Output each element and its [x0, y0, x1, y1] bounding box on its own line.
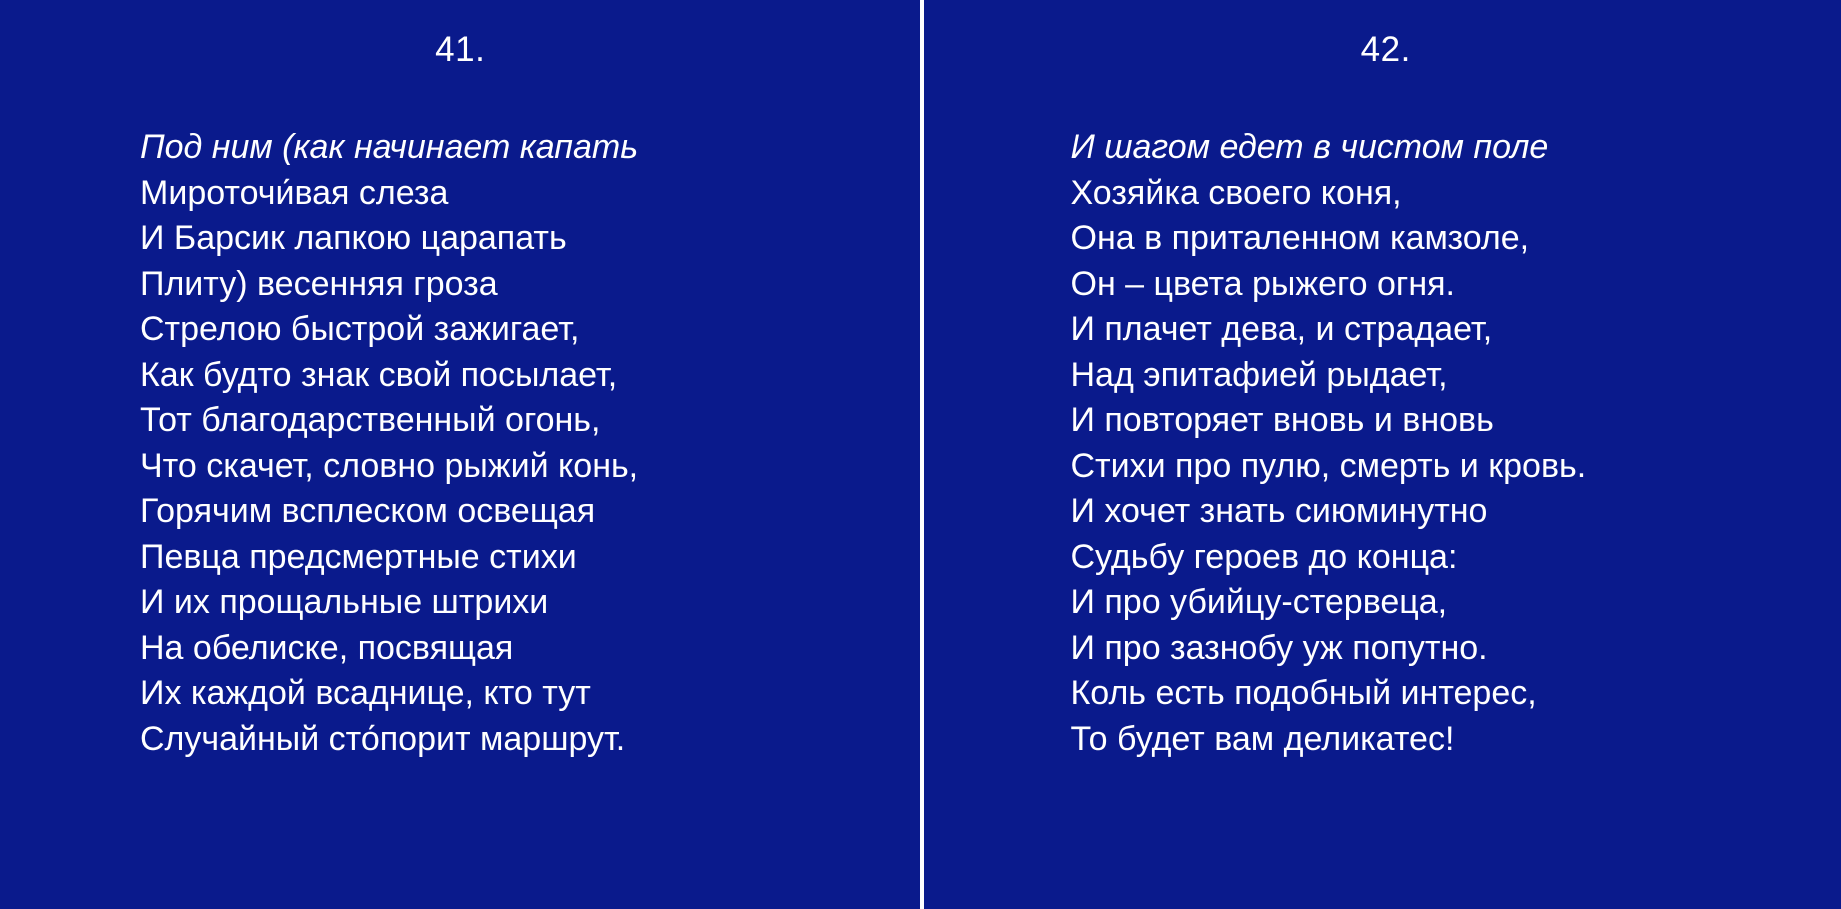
poem-line: Стрелою быстрой зажигает,	[140, 310, 580, 348]
poem-line: Плиту) весенняя гроза	[140, 264, 498, 303]
poem-line: Что скачет, словно рыжий конь,	[140, 446, 639, 485]
poem-line: Коль есть подобный интерес,	[1070, 674, 1537, 712]
poem-line: Судьбу героев до конца:	[1070, 537, 1458, 576]
stanza-number-41: 41.	[435, 30, 486, 69]
poem-line: Стихи про пулю, смерть и кровь.	[1070, 446, 1587, 485]
poem-line: Мироточи́вая слеза	[140, 173, 449, 212]
poem-line: И про убийцу-стервеца,	[1070, 583, 1448, 621]
stanza-lines-42	[1071, 125, 1802, 762]
poem-line: И про зазнобу уж попутно.	[1070, 628, 1488, 667]
poem-line: На обелиске, посвящая	[140, 628, 514, 667]
poem-line: Как будто знак свой посылает,	[140, 355, 618, 394]
poem-line: И плачет дева, и страдает,	[1070, 310, 1493, 348]
poem-line: Он – цвета рыжего огня.	[1070, 264, 1455, 303]
poem-line: И шагом едет в чистом поле	[1070, 128, 1549, 166]
stanza-lines-41	[140, 125, 881, 762]
poem-line: Над эпитафией рыдает,	[1070, 355, 1448, 394]
poem-line: Тот благодарственный огонь,	[140, 401, 601, 439]
poem-line: Их каждой всаднице, кто тут	[140, 674, 591, 712]
poem-line: И их прощальные штрихи	[140, 583, 549, 621]
stanza-number-42: 42.	[1360, 30, 1411, 69]
poem-line: Хозяйка своего коня,	[1070, 173, 1402, 212]
poem-line: И повторяет вновь и вновь	[1070, 401, 1494, 439]
poem-line: Она в приталенном камзоле,	[1070, 219, 1530, 257]
poem-line: Случайный сто́порит маршрут.	[140, 719, 626, 758]
poem-column-right	[921, 0, 1841, 909]
poem-line: Певца предсмертные стихи	[140, 537, 577, 576]
poem-line: То будет вам деликатес!	[1070, 719, 1455, 758]
poem-line: И Барсик лапкою царапать	[140, 219, 567, 257]
poem-line: Горячим всплеском освещая	[140, 492, 596, 530]
poem-line: Под ним (как начинает капать	[140, 128, 639, 166]
poem-line: И хочет знать сиюминутно	[1070, 492, 1488, 530]
